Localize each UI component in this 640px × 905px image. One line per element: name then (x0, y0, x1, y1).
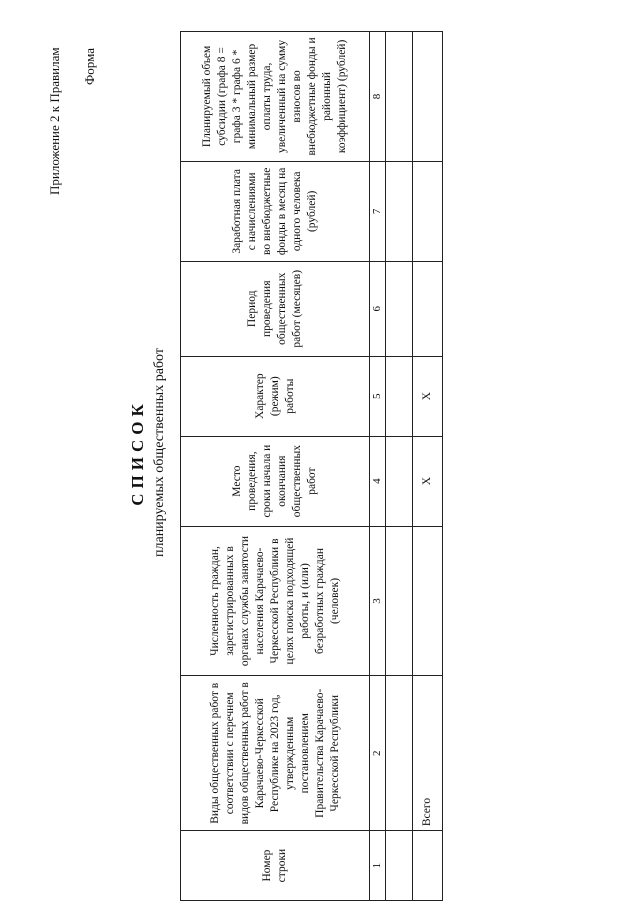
total-row (413, 32, 443, 901)
table-cell (413, 831, 443, 901)
column-number: 2 (370, 676, 386, 831)
table-cell (413, 161, 443, 261)
table-cell (386, 831, 413, 901)
table-cell (386, 526, 413, 676)
table-cell (386, 356, 413, 436)
table-cell (413, 32, 443, 162)
table-cell (386, 32, 413, 162)
column-header: Номер строки (181, 831, 370, 901)
form-label: Форма (82, 48, 97, 85)
table-cell (386, 676, 413, 831)
column-header: Период проведения общественных работ (месяцев) (181, 261, 370, 356)
document-title: СПИСОК (128, 399, 147, 506)
column-header: Планируемый объем субсидии (графа 8 = графа 3 * графа 6 * минимальный размер оплаты труда, увеличенный на сумму взносов во внебюджетные фонды и районный коэффициент) (рублей) (181, 32, 370, 162)
column-number: 5 (370, 356, 386, 436)
column-number: 8 (370, 32, 386, 162)
column-number-row (370, 32, 386, 901)
table-cell (386, 436, 413, 526)
table-cell: Х (413, 436, 443, 526)
column-number: 7 (370, 161, 386, 261)
column-number: 6 (370, 261, 386, 356)
table-cell (386, 261, 413, 356)
total-label: Всего (413, 676, 443, 831)
table-cell: Х (413, 356, 443, 436)
document-subtitle: планируемых общественных работ (152, 348, 167, 557)
column-number: 3 (370, 526, 386, 676)
column-header: Характер (режим) работы (181, 356, 370, 436)
table-cell (413, 261, 443, 356)
column-number: 4 (370, 436, 386, 526)
column-header: Заработная плата с начислениями во внебюджетные фонды в месяц на одного человека (рублей) (181, 161, 370, 261)
table-cell (386, 161, 413, 261)
appendix-label: Приложение 2 к Правилам (47, 47, 62, 195)
table-row (386, 32, 413, 901)
column-header: Место проведения, сроки начала и окончания общественных работ (181, 436, 370, 526)
column-header: Виды общественных работ в соответствии с перечнем видов общественных работ в Карачаево-Черкесской Республике на 2023 год, утвержденным постановлением Правительства Карачаево-Черкесской Республики (181, 676, 370, 831)
public-works-table (180, 31, 443, 901)
table-cell (413, 526, 443, 676)
table-header-row (181, 32, 370, 901)
column-number: 1 (370, 831, 386, 901)
column-header: Численность граждан, зарегистрированных в органах службы занятости населения Карачаево-Черкесской Республики в целях поиска подходящей работы, и (или) безработных граждан (человек) (181, 526, 370, 676)
